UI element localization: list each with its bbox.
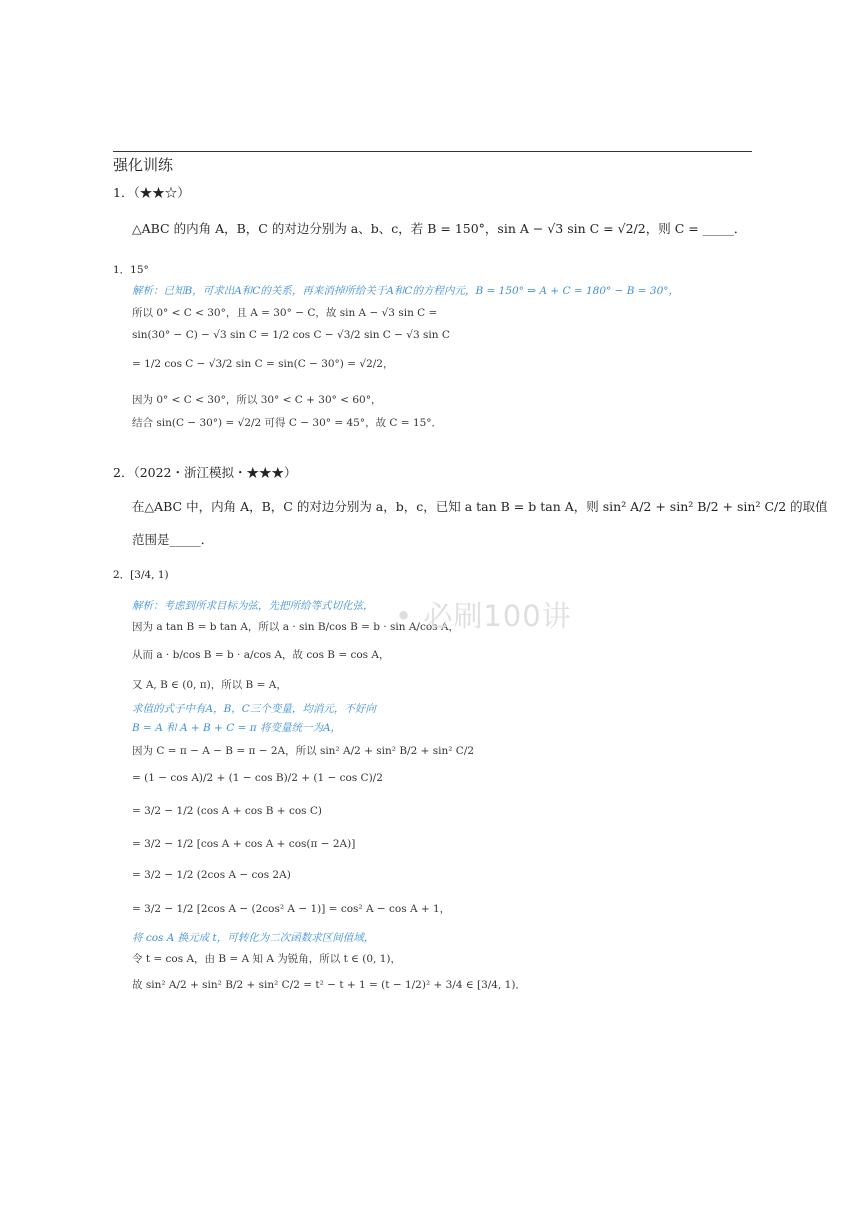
q2-answer: 2．[3/4, 1) bbox=[113, 569, 169, 581]
q2-solution-line: = 3/2 − 1/2 (2cos A − cos 2A) bbox=[132, 869, 291, 881]
q2-solution-line: 将 cos A 换元成 t，可转化为二次函数求区间值域， bbox=[132, 932, 375, 944]
q2-stem-line1: 在△ABC 中，内角 A，B，C 的对边分别为 a，b，c，已知 a tan B = b tan A，则 sin² A/2 + sin² B/2 + sin² C/2 的取值 bbox=[132, 499, 828, 514]
q1-heading: 1．（★★☆） bbox=[113, 185, 190, 200]
q2-solution-line: = 3/2 − 1/2 [cos A + cos A + cos(π − 2A)] bbox=[132, 838, 356, 850]
q2-solution-line: = 3/2 − 1/2 [2cos A − (2cos² A − 1)] = cos² A − cos A + 1， bbox=[132, 903, 451, 915]
q1-solution-line: 结合 sin(C − 30°) = √2/2 可得 C − 30° = 45°，故 C = 15°． bbox=[132, 417, 443, 429]
watermark: • 必刷100讲 bbox=[395, 599, 572, 633]
q1-answer: 1．15° bbox=[113, 264, 149, 276]
q2-solution-line: 因为 a tan B = b tan A，所以 a · sin B/cos B = b · sin A/cos A， bbox=[132, 621, 459, 633]
q2-solution-line: 求值的式子中有A，B，C三个变量，均消元，不好向 bbox=[132, 703, 376, 715]
q2-stem-line2: 范围是_____． bbox=[132, 532, 214, 547]
q2-solution-line: 因为 C = π − A − B = π − 2A，所以 sin² A/2 + sin² B/2 + sin² C/2 bbox=[132, 745, 475, 757]
q2-solution-line: = (1 − cos A)/2 + (1 − cos B)/2 + (1 − cos C)/2 bbox=[132, 772, 383, 784]
q1-stem: △ABC 的内角 A，B，C 的对边分别为 a、b、c，若 B = 150°，sin A − √3 sin C = √2/2，则 C = _____． bbox=[132, 221, 747, 236]
q1-solution-line: 所以 0° < C < 30°，且 A = 30° − C，故 sin A − √3 sin C = bbox=[132, 307, 438, 319]
q2-solution-line: = 3/2 − 1/2 (cos A + cos B + cos C) bbox=[132, 805, 322, 817]
q1-solution-line: = 1/2 cos C − √3/2 sin C = sin(C − 30°) = √2/2， bbox=[132, 358, 394, 370]
q2-solution-line: 令 t = cos A，由 B = A 知 A 为锐角，所以 t ∈ (0, 1)， bbox=[132, 953, 401, 965]
section-divider bbox=[113, 151, 752, 152]
q2-solution-line: B = A 和 A + B + C = π 将变量统一为A， bbox=[132, 722, 342, 734]
q2-heading: 2．（2022・浙江模拟・★★★） bbox=[113, 465, 297, 480]
q1-solution-line: 解析：已知B，可求出A和C的关系，再来消掉所给关于A和C的方程内元，B = 150° ⇒ A + C = 180° − B = 30°， bbox=[132, 285, 680, 297]
section-title: 强化训练 bbox=[113, 156, 174, 174]
q2-solution-line: 故 sin² A/2 + sin² B/2 + sin² C/2 = t² − t + 1 = (t − 1/2)² + 3/4 ∈ [3/4, 1)． bbox=[132, 979, 526, 991]
q1-solution-line: sin(30° − C) − √3 sin C = 1/2 cos C − √3/2 sin C − √3 sin C bbox=[132, 329, 450, 341]
q2-solution-line: 又 A, B ∈ (0, π)，所以 B = A， bbox=[132, 679, 287, 691]
q1-solution-line: 因为 0° < C < 30°，所以 30° < C + 30° < 60°， bbox=[132, 394, 382, 406]
q2-solution-line: 从而 a · b/cos B = b · a/cos A，故 cos B = cos A， bbox=[132, 649, 390, 661]
q2-solution-line: 解析：考虑到所求目标为弦，先把所给等式切化弦， bbox=[132, 600, 374, 612]
